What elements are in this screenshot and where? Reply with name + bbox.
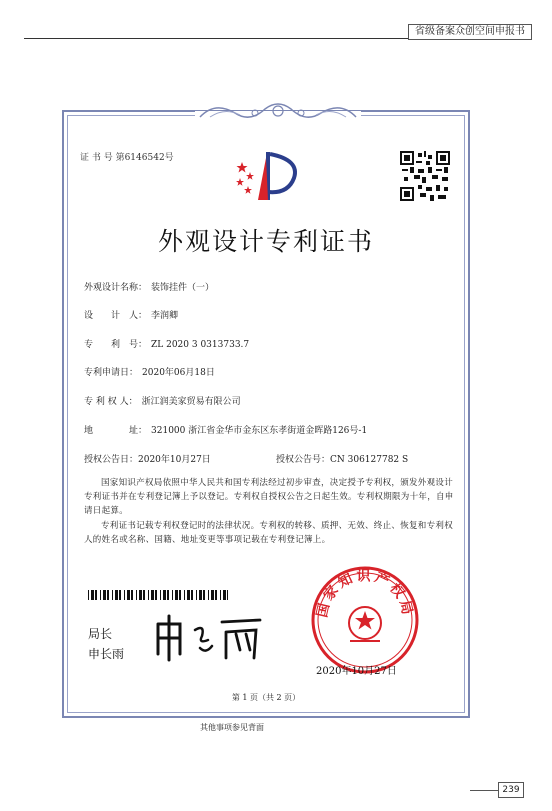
publication-date: 授权公告日：2020年10月27日 [84,455,211,465]
page-number-rule [470,790,498,791]
field-value: 321000 浙江省金华市金东区东孝街道金晖路126号-1 [151,426,368,436]
field-value: 浙江润美家贸易有限公司 [141,397,241,407]
field-value: ZL 2020 3 0313733.7 [151,340,250,350]
field-patentee [84,394,241,407]
field-label: 地 址： [84,426,148,436]
field-label: 专 利 号： [84,340,148,350]
field-label: 设 计 人： [84,311,148,321]
patent-office-logo-icon [228,148,308,206]
field-value: 装饰挂件（一） [151,283,215,293]
field-value: 2020年06月18日 [142,368,215,378]
seal-text: 国家知识产权局 [314,568,416,620]
page-number: 239 [498,782,524,798]
certificate-paragraph-legal-status: 专利证书记载专利权登记时的法律状况。专利权的转移、质押、无效、终止、恢复和专利权人的姓名或名称、国籍、地址变更等事项记载在专利登记簿上。 [84,521,454,545]
qr-code-icon [400,151,450,201]
ornament-icon [195,99,361,127]
header-label: 省级备案众创空间申报书 [408,24,532,40]
page-indicator: 第 1 页（共 2 页） [231,693,301,702]
field-value: 李润卿 [151,311,179,321]
field-address [84,423,367,436]
certificate-number: 证 书 号 第6146542号 [80,153,174,163]
handwritten-signature-icon [150,610,270,665]
field-application-date [84,365,215,378]
issue-date: 2020年10月27日 [316,666,397,677]
official-seal-icon [310,565,420,675]
field-label: 专 利 权 人： [84,397,138,407]
publication-number: 授权公告号：CN 306127782 S [276,455,409,465]
header-rule [24,38,408,39]
field-patent-number [84,337,249,350]
field-label: 专利申请日： [84,368,139,378]
certificate-title: 外观设计专利证书 [157,227,374,256]
certificate-paragraph-grant: 国家知识产权局依照中华人民共和国专利法经过初步审查，决定授予专利权，颁发外观设计专利证书并在专利登记簿上予以登记。专利权自授权公告之日起生效。专利权期限为十年，自申请日起算。 [84,478,454,516]
signatory-name: 申长雨 [88,647,125,661]
field-designer [84,308,178,321]
field-design-name [84,280,214,293]
signatory-role: 局长 [88,627,113,641]
barcode-icon [88,590,228,600]
field-label: 外观设计名称： [84,283,148,293]
footer-note: 其他事项参见背面 [200,723,264,732]
svg-text:国家知识产权局 [313,567,415,619]
